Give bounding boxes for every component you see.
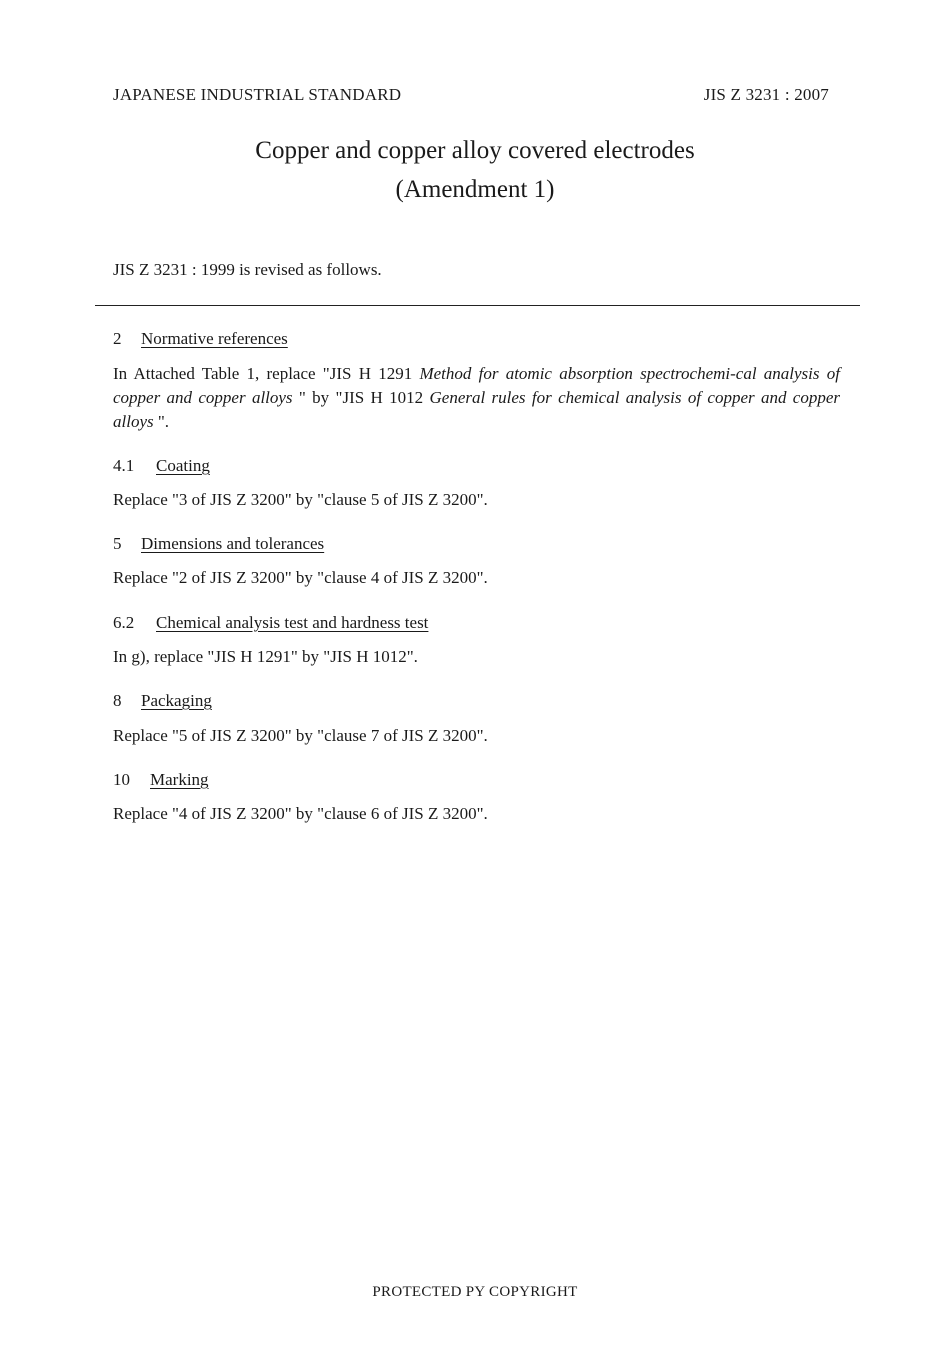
section-title: Dimensions and tolerances <box>141 534 325 553</box>
section-body-8: Replace "5 of JIS Z 3200" by "clause 7 of JIS Z 3200". <box>113 726 488 745</box>
body-text-part: " by "JIS H 1012 <box>292 388 430 407</box>
document-subtitle: (Amendment 1) <box>395 176 555 203</box>
section-heading-6-2 <box>113 613 428 633</box>
section-body-6-2: In g), replace "JIS H 1291" by "JIS H 1012". <box>113 647 418 666</box>
section-body-5: Replace "2 of JIS Z 3200" by "clause 4 of JIS Z 3200". <box>113 568 488 587</box>
section-heading-4-1 <box>113 456 210 476</box>
section-heading-5 <box>113 534 324 554</box>
copyright-footer: PROTECTED PY COPYRIGHT <box>372 1284 578 1300</box>
section-body-4-1: Replace "3 of JIS Z 3200" by "clause 5 of JIS Z 3200". <box>113 490 488 509</box>
body-text-part: In Attached Table 1, replace "JIS H 1291 <box>113 364 420 383</box>
section-title: Marking <box>150 770 209 789</box>
header-standard-number: JIS Z 3231 : 2007 <box>703 85 829 104</box>
section-number: 10 <box>113 770 130 789</box>
horizontal-divider <box>95 305 860 306</box>
body-italic-title: Method for atomic absorption spectrochemi-cal analysis of copper and copper alloys <box>113 364 840 407</box>
section-title: Chemical analysis test and hardness test <box>156 613 429 632</box>
header-standard-name: JAPANESE INDUSTRIAL STANDARD <box>113 85 402 104</box>
body-italic-title: General rules for chemical analysis of copper and copper alloys <box>113 388 840 431</box>
section-number: 5 <box>113 534 122 553</box>
section-number: 8 <box>113 691 122 710</box>
section-body-10: Replace "4 of JIS Z 3200" by "clause 6 of JIS Z 3200". <box>113 804 488 823</box>
section-heading-2 <box>113 329 288 349</box>
section-number: 6.2 <box>113 613 135 632</box>
revision-intro: JIS Z 3231 : 1999 is revised as follows. <box>113 260 382 279</box>
section-heading-10 <box>113 770 209 790</box>
section-title: Normative references <box>141 329 288 348</box>
section-number: 2 <box>113 329 122 348</box>
section-title: Packaging <box>141 691 212 710</box>
section-body-2 <box>113 362 840 434</box>
section-heading-8 <box>113 691 212 711</box>
document-title: Copper and copper alloy covered electrodes <box>255 137 695 164</box>
section-number: 4.1 <box>113 456 135 475</box>
section-title: Coating <box>156 456 210 475</box>
body-text-part: ". <box>153 412 170 431</box>
